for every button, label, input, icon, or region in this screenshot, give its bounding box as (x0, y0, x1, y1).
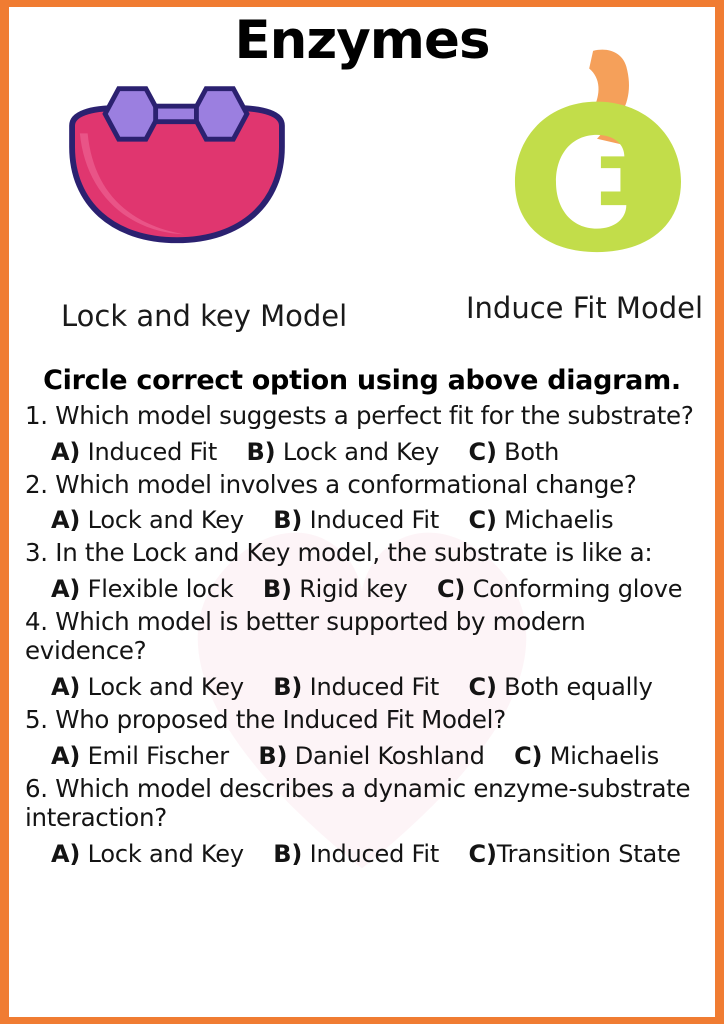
option[interactable] (469, 840, 681, 868)
diagram-row (9, 69, 715, 299)
option-letter: A) (51, 575, 81, 604)
option-text: Induced Fit (87, 437, 218, 466)
question-text (25, 539, 701, 568)
option-letter: B) (273, 506, 303, 535)
option-text: Transition State (496, 839, 681, 868)
option-row (25, 575, 701, 603)
option[interactable] (514, 742, 659, 770)
option[interactable] (258, 742, 484, 770)
option-letter: B) (262, 575, 292, 604)
option-row (25, 840, 701, 868)
question-text (25, 608, 701, 666)
question-item (25, 402, 701, 466)
page-title: Enzymes (234, 10, 490, 71)
option-text: Lock and Key (87, 839, 244, 868)
question-body: Which model involves a conformational change? (55, 469, 637, 499)
enzyme-induced-fit-icon (497, 45, 697, 255)
option[interactable] (51, 438, 217, 466)
enzyme-lock-key-icon (57, 77, 297, 247)
option-text: Both equally (504, 673, 653, 702)
question-text (25, 775, 701, 833)
option-text: Flexible lock (87, 575, 234, 604)
question-item (25, 775, 701, 868)
question-number: 5. (25, 705, 48, 735)
question-item (25, 539, 701, 603)
option[interactable] (469, 673, 653, 701)
question-number: 3. (25, 538, 48, 568)
option-text: Lock and Key (87, 673, 244, 702)
option-letter: B) (246, 437, 276, 466)
question-body: Which model is better supported by modern evidence? (25, 607, 586, 666)
option-letter: C) (468, 673, 497, 702)
option-letter: B) (258, 742, 288, 771)
option-letter: A) (51, 839, 81, 868)
option-text: Induced Fit (309, 506, 440, 535)
question-number: 2. (25, 469, 48, 499)
option[interactable] (51, 575, 233, 603)
option-text: Michaelis (549, 742, 659, 771)
option-letter: A) (51, 742, 81, 771)
lock-key-label: Lock and key Model (61, 298, 348, 333)
option-letter: A) (51, 437, 81, 466)
question-body: Who proposed the Induced Fit Model? (55, 705, 506, 735)
induced-fit-label: Induce Fit Model (465, 290, 703, 325)
option[interactable] (263, 575, 408, 603)
question-text (25, 402, 701, 431)
option[interactable] (469, 506, 614, 534)
option-row (25, 742, 701, 770)
option-letter: C) (468, 839, 497, 868)
option-letter: B) (273, 839, 303, 868)
option-text: Induced Fit (309, 839, 440, 868)
question-body: Which model describes a dynamic enzyme-substrate interaction? (25, 774, 691, 832)
option[interactable] (273, 673, 439, 701)
option-row (25, 506, 701, 534)
option[interactable] (273, 506, 439, 534)
instruction-text: Circle correct option using above diagram. (43, 364, 681, 396)
question-body: Which model suggests a perfect fit for the substrate? (55, 400, 694, 430)
option-letter: C) (468, 437, 497, 466)
option-text: Emil Fischer (87, 742, 229, 771)
option[interactable] (273, 840, 439, 868)
option-letter: A) (51, 673, 81, 702)
option-text: Induced Fit (309, 673, 440, 702)
option[interactable] (51, 673, 244, 701)
option[interactable] (437, 575, 682, 603)
option-text: Michaelis (504, 506, 614, 535)
question-item (25, 706, 701, 770)
question-body: In the Lock and Key model, the substrate is like a: (55, 538, 653, 568)
option[interactable] (469, 438, 560, 466)
question-item (25, 471, 701, 535)
diagram-labels (9, 290, 715, 361)
option-text: Conforming glove (472, 575, 683, 604)
option[interactable] (51, 840, 244, 868)
option[interactable] (247, 438, 440, 466)
option-text: Lock and Key (282, 437, 440, 466)
option-text: Both (504, 437, 560, 466)
option-letter: A) (51, 506, 81, 535)
question-number: 6. (25, 774, 48, 804)
option-text: Lock and Key (87, 506, 244, 535)
option[interactable] (51, 506, 244, 534)
question-number: 4. (25, 607, 48, 637)
option-letter: B) (273, 673, 303, 702)
question-text (25, 706, 701, 735)
question-item (25, 608, 701, 701)
option-text: Rigid key (299, 575, 408, 604)
option-row (25, 438, 701, 466)
question-number: 1. (25, 400, 48, 430)
option[interactable] (51, 742, 229, 770)
question-text (25, 471, 701, 500)
option-letter: C) (436, 575, 466, 604)
question-list (9, 402, 715, 868)
option-letter: C) (468, 506, 497, 535)
option-letter: C) (514, 742, 543, 771)
option-text: Daniel Koshland (294, 742, 485, 771)
option-row (25, 673, 701, 701)
